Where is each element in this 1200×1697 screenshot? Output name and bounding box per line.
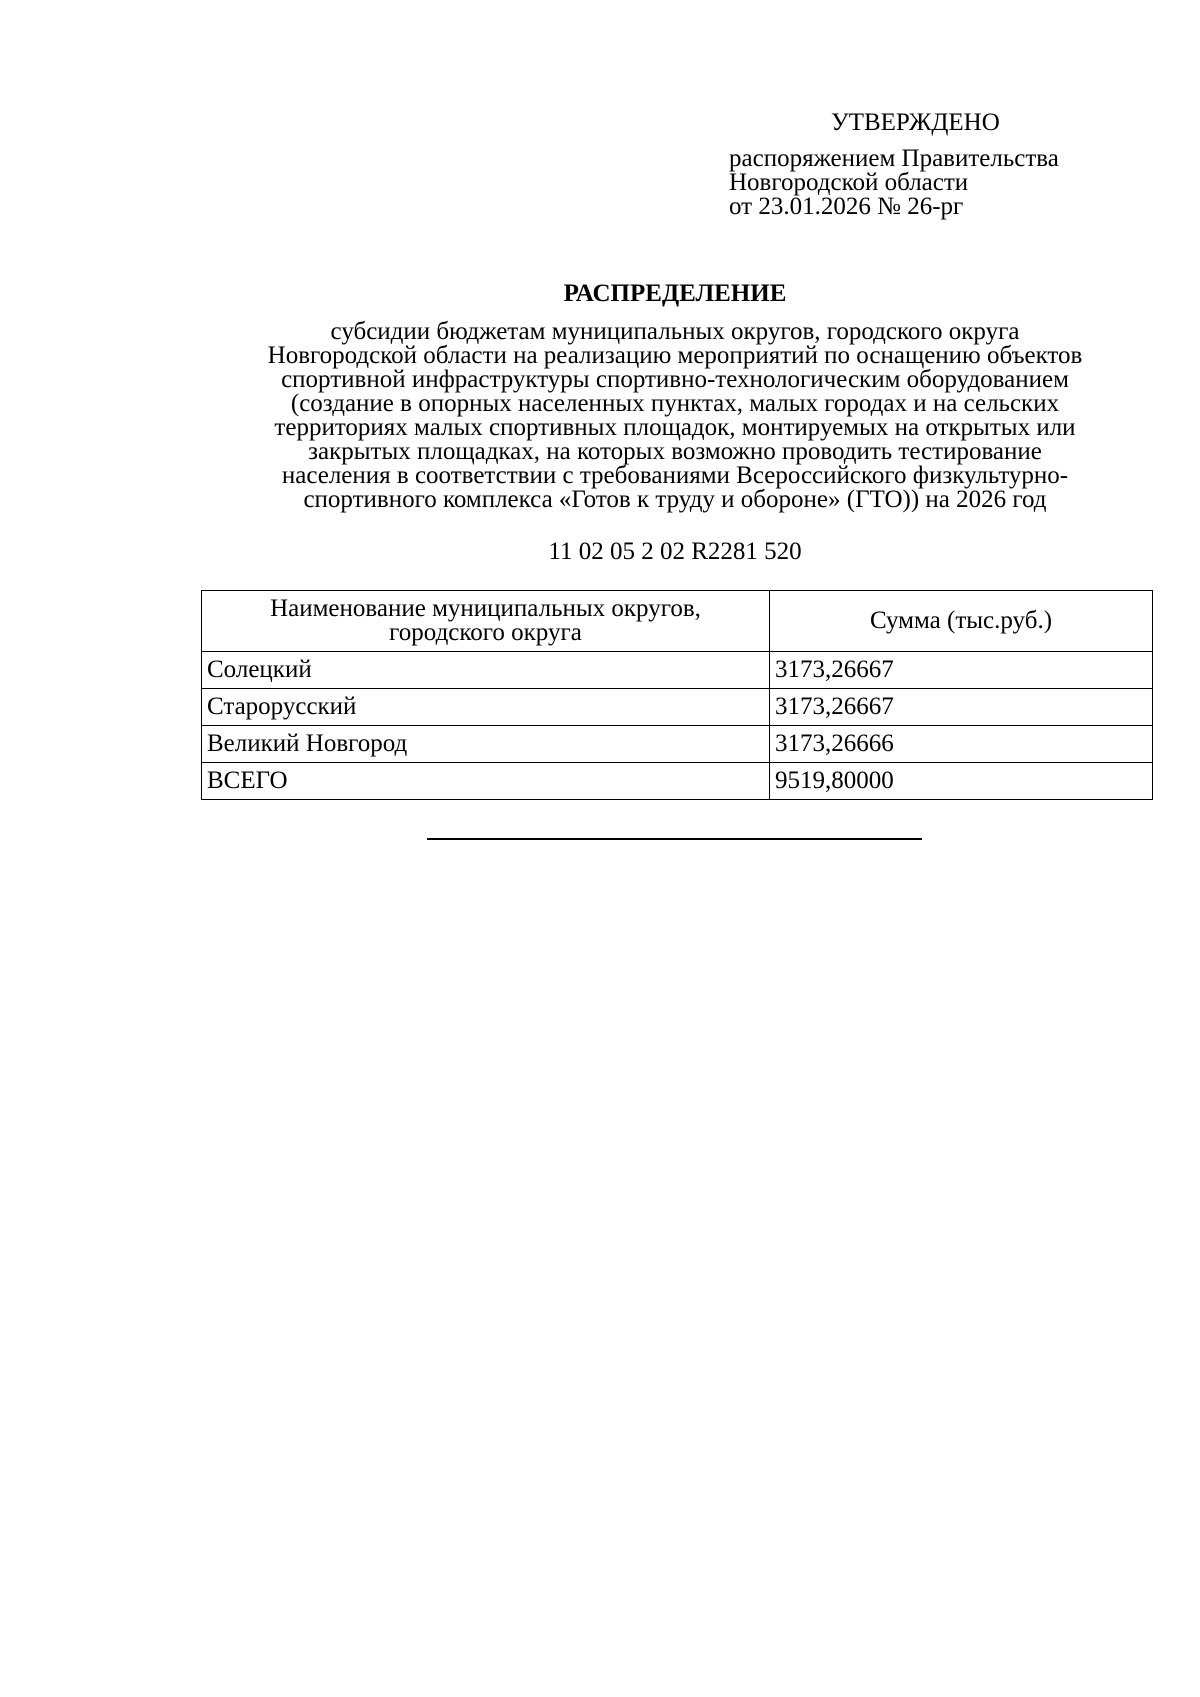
subtitle-line: субсидии бюджетам муниципальных округов, городского округа xyxy=(330,318,1020,345)
header-sum: Сумма (тыс.руб.) xyxy=(770,591,1153,652)
cell-municipality: Старорусский xyxy=(202,689,770,726)
subtitle-line: Новгородской области на реализацию мероприятий по оснащению объектов xyxy=(267,342,1083,369)
table-row xyxy=(202,689,1153,726)
approval-reference xyxy=(729,147,1059,219)
subtitle-line: закрытых площадках, на которых возможно проводить тестирование xyxy=(308,438,1042,465)
subtitle-line: населения в соответствии с требованиями Всероссийского физкультурно- xyxy=(281,462,1069,489)
cell-total-sum: 9519,80000 xyxy=(770,763,1153,800)
document-subtitle xyxy=(200,320,1150,512)
closing-rule xyxy=(427,838,922,840)
cell-municipality: Великий Новгород xyxy=(202,726,770,763)
cell-sum: 3173,26667 xyxy=(770,652,1153,689)
header-municipality-line: Наименование муниципальных округов, xyxy=(270,595,701,622)
approval-line: распоряжением Правительства xyxy=(729,145,1059,172)
approval-line: Новгородской области xyxy=(729,169,969,196)
subtitle-line: спортивного комплекса «Готов к труду и обороне» (ГТО)) на 2026 год xyxy=(303,486,1047,513)
cell-total-label: ВСЕГО xyxy=(202,763,770,800)
subtitle-line: (создание в опорных населенных пунктах, малых городах и на сельских xyxy=(290,390,1060,417)
subtitle-line: спортивной инфраструктуры спортивно-технологическим оборудованием xyxy=(281,366,1069,393)
table-header-row xyxy=(202,591,1153,652)
allocation-table xyxy=(201,590,1153,800)
header-municipality-line: городского округа xyxy=(389,619,582,646)
table-row xyxy=(202,652,1153,689)
table-total-row xyxy=(202,763,1153,800)
cell-sum: 3173,26666 xyxy=(770,726,1153,763)
document-title: РАСПРЕДЕЛЕНИЕ xyxy=(563,280,787,307)
subtitle-line: территориях малых спортивных площадок, монтируемых на открытых или xyxy=(274,414,1076,441)
approval-line: от 23.01.2026 № 26-рг xyxy=(729,193,964,220)
table-row xyxy=(202,726,1153,763)
approval-title: УТВЕРЖДЕНО xyxy=(831,109,1000,136)
header-municipality xyxy=(202,591,770,652)
cell-municipality: Солецкий xyxy=(202,652,770,689)
cell-sum: 3173,26667 xyxy=(770,689,1153,726)
budget-code: 11 02 05 2 02 R2281 520 xyxy=(548,538,802,565)
